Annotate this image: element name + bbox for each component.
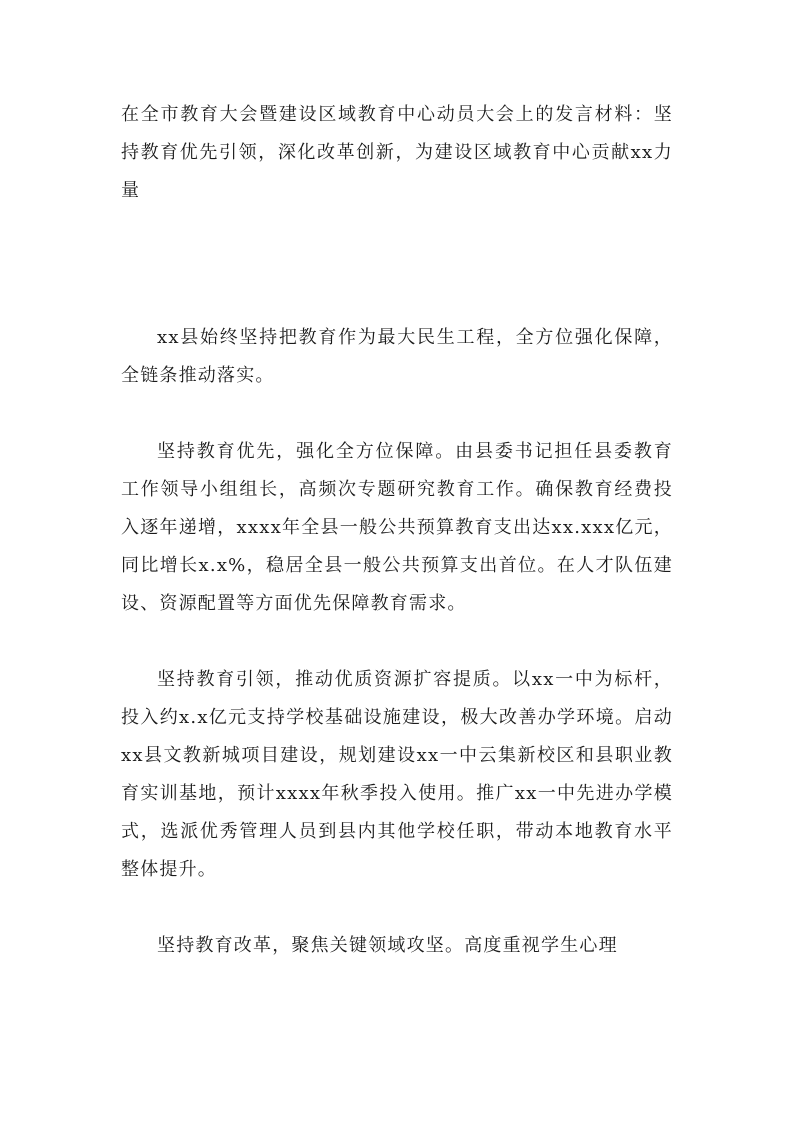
- paragraph-reform: 坚持教育改革，聚焦关键领域攻坚。高度重视学生心理: [157, 935, 618, 956]
- document-title: 在全市教育大会暨建设区域教育中心动员大会上的发言材料：坚持教育优先引领，深化改革创新，为建设区域教育中心贡献xx力量: [121, 104, 673, 201]
- document-body: [121, 96, 673, 965]
- paragraph-leadership: 坚持教育引领，推动优质资源扩容提质。以xx一中为标杆，投入约x.x亿元支持学校基础设施建设，极大改善办学环境。启动xx县文教新城项目建设，规划建设xx一中云集新校区和县职业教育实训基地，预计xxxx年秋季投入使用。推广xx一中先进办学模式，选派优秀管理人员到县内其他学校任职，带动本地教育水平整体提升。: [121, 669, 673, 880]
- paragraph-priority: 坚持教育优先，强化全方位保障。由县委书记担任县委教育工作领导小组组长，高频次专题研究教育工作。确保教育经费投入逐年递增，xxxx年全县一般公共预算教育支出达xx.xxx亿元，同比增长x.x%，稳居全县一般公共预算支出首位。在人才队伍建设、资源配置等方面优先保障教育需求。: [121, 441, 673, 614]
- paragraph-intro: xx县始终坚持把教育作为最大民生工程，全方位强化保障，全链条推动落实。: [121, 327, 673, 386]
